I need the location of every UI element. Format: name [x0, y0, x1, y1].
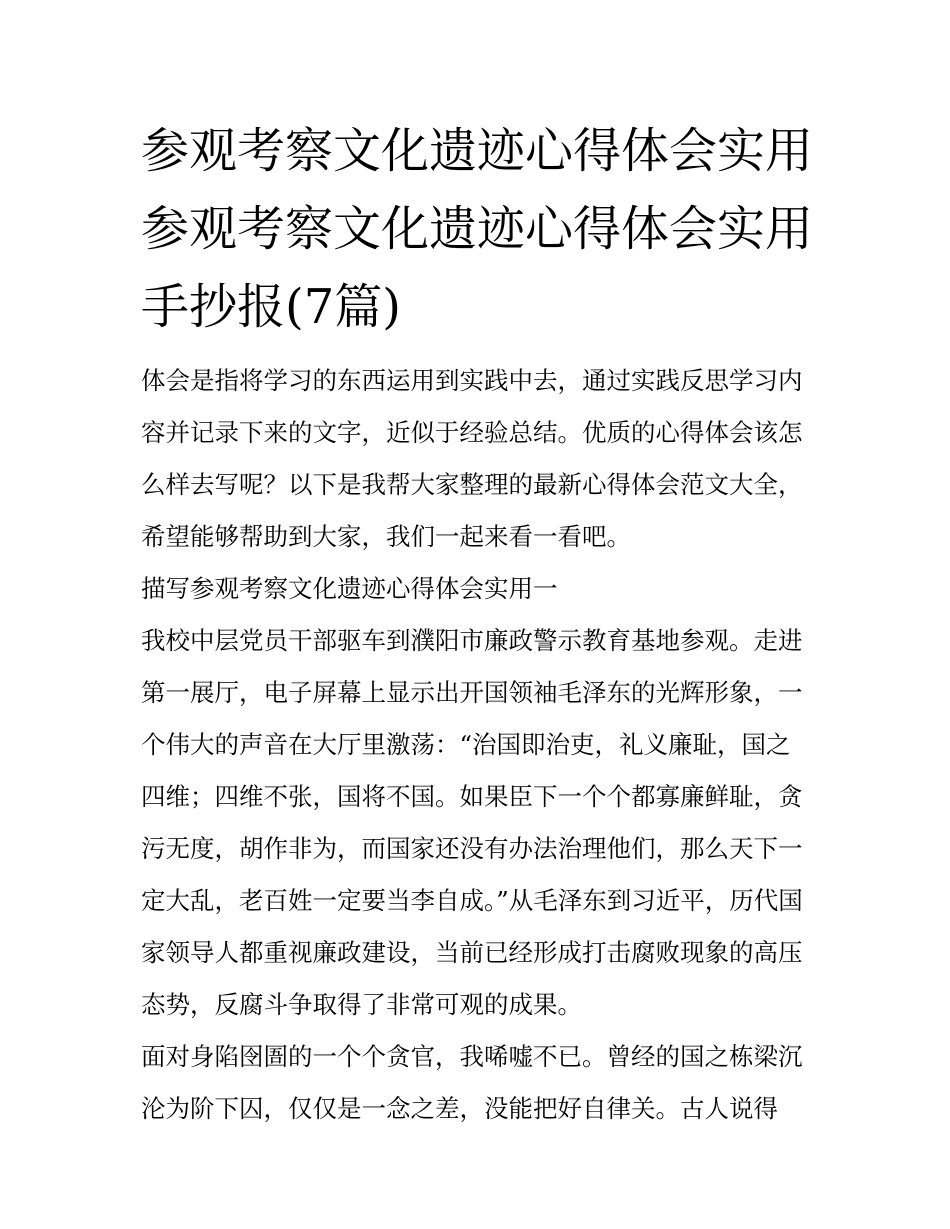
intro-paragraph: 体会是指将学习的东西运用到实践中去，通过实践反思学习内容并记录下来的文字，近似于经验总结。优质的心得体会该怎么样去写呢？以下是我帮大家整理的最新心得体会范文大全，希望能够帮助到大家，我们一起来看一看吧。: [141, 366, 803, 551]
document-title: 参观考察文化遗迹心得体会实用 参观考察文化遗迹心得体会实用手抄报(7篇): [141, 123, 814, 335]
body-paragraph-1: 我校中层党员干部驱车到濮阳市廉政警示教育基地参观。走进第一展厅，电子屏幕上显示出开国领袖毛泽东的光辉形象，一个伟大的声音在大厅里激荡：“治国即治吏，礼义廉耻，国之四维；四维不张，国将不国。如果臣下一个个都寡廉鲜耻，贪污无度，胡作非为，而国家还没有办法治理他们，那么天下一定大乱，老百姓一定要当李自成。”从毛泽东到习近平，历代国家领导人都重视廉政建设，当前已经形成打击腐败现象的高压态势，反腐斗争取得了非常可观的成果。: [141, 626, 803, 1019]
body-paragraph-2: 面对身陷囹圄的一个个贪官，我唏嘘不已。曾经的国之栋梁沉沦为阶下囚，仅仅是一念之差，没能把好自律关。古人说得: [141, 1042, 803, 1123]
section-heading: 描写参观考察文化遗迹心得体会实用一: [141, 574, 558, 603]
document-content: [141, 112, 813, 1135]
